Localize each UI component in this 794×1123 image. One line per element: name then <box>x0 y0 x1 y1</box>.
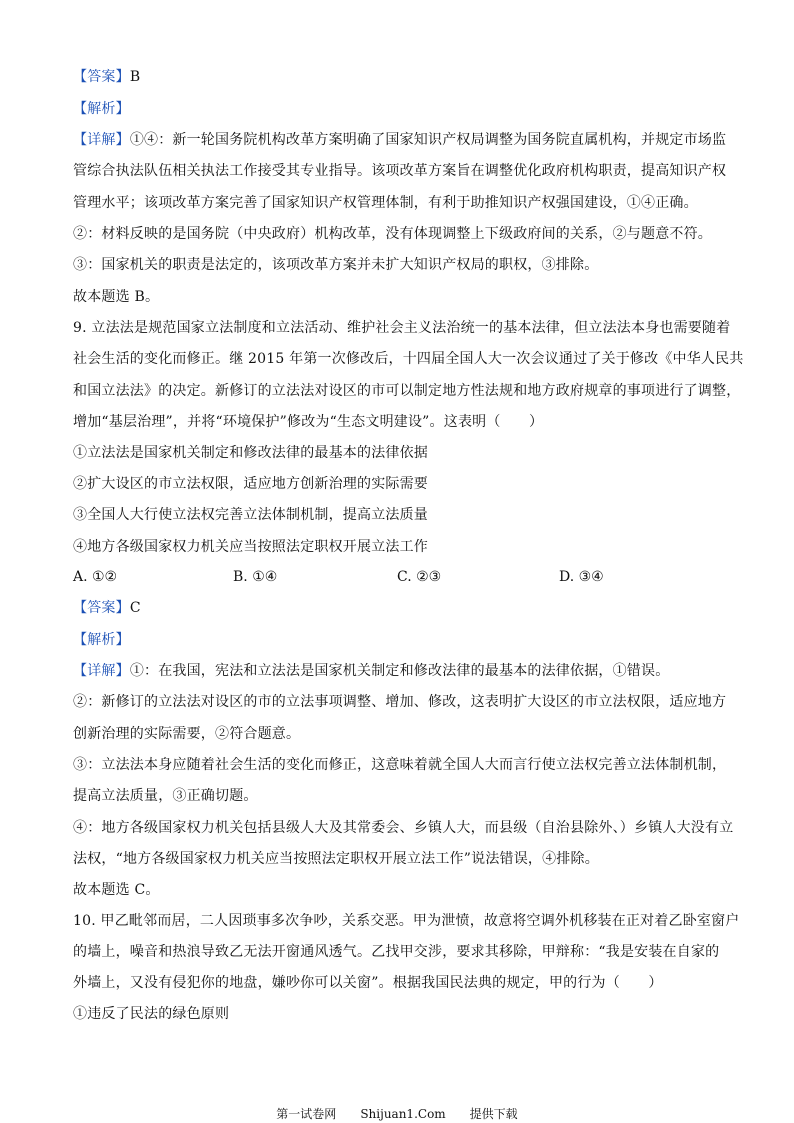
q8-conclusion: 故本题选 B。 <box>73 289 160 305</box>
q9-stem-line: 社会生活的变化而修正。继 2015 年第一次修改后，十四届全国人大一次会议通过了关于修改《中华人民共 <box>73 351 744 367</box>
q9-analysis-line: 提高立法质量，③正确切题。 <box>73 788 258 804</box>
q9-analysis-tag: 【解析】 <box>73 632 130 648</box>
q8-analysis-line: ②：材料反映的是国务院（中央政府）机构改革，没有体现调整上下级政府间的关系，②与题意不符。 <box>73 226 712 242</box>
q9-stem-line: 9. 立法法是规范国家立法制度和立法活动、维护社会主义法治统一的基本法律，但立法法本身也需要随着 <box>73 320 731 336</box>
q9-option-c: C. ②③ <box>397 569 442 585</box>
q9-option-b: B. ①④ <box>233 569 278 585</box>
q8-analysis-line: ③：国家机关的职责是法定的，该项改革方案并未扩大知识产权局的职权，③排除。 <box>73 257 599 273</box>
q8-analysis-tag: 【解析】 <box>73 101 130 117</box>
q8-analysis-heading <box>73 100 733 118</box>
q8-answer-tag: 【答案】 <box>73 69 130 85</box>
q9-analysis-line: 创新治理的实际需要，②符合题意。 <box>73 726 301 742</box>
q8-detail-line <box>73 131 733 149</box>
q9-stem-line: 增加“基层治理”，并将“环境保护”修改为“生态文明建设”。这表明（ ） <box>73 414 544 430</box>
footer-domain[interactable]: Shijuan1.Com <box>360 1107 446 1121</box>
q10-stem-line: 外墙上，又没有侵犯你的地盘，嫌吵你可以关窗”。根据我国民法典的规定，甲的行为（ ） <box>73 975 663 991</box>
page-footer <box>0 1107 794 1121</box>
q9-statement: ①立法法是国家机关制定和修改法律的最基本的法律依据 <box>73 445 428 461</box>
q10-stem-line: 10. 甲乙毗邻而居，二人因琐事多次争吵，关系交恶。甲为泄愤，故意将空调外机移装在正对着乙卧室窗户 <box>73 913 740 929</box>
q8-detail-tag: 【详解】 <box>73 132 130 148</box>
footer-action: 提供下载 <box>469 1107 518 1121</box>
q9-statement: ②扩大设区的市立法权限，适应地方创新治理的实际需要 <box>73 476 428 492</box>
q9-analysis-heading <box>73 631 733 649</box>
q8-detail-text: ①④：新一轮国务院机构改革方案明确了国家知识产权局调整为国务院直属机构，并规定市场监 <box>129 132 727 148</box>
q9-statement: ④地方各级国家权力机关应当按照法定职权开展立法工作 <box>73 539 428 555</box>
q9-answer-tag: 【答案】 <box>73 600 130 616</box>
q10-statement: ①违反了民法的绿色原则 <box>73 1006 230 1022</box>
q9-detail-tag: 【详解】 <box>73 663 130 679</box>
footer-site: 第一试卷网 <box>276 1107 337 1121</box>
q9-analysis-line: 法权，“地方各级国家权力机关应当按照法定职权开展立法工作”说法错误，④排除。 <box>73 851 599 867</box>
q9-detail-text: ①：在我国，宪法和立法法是国家机关制定和修改法律的最基本的法律依据，①错误。 <box>129 663 670 679</box>
q9-option-d: D. ③④ <box>559 569 604 585</box>
q9-analysis-line: ③：立法法本身应随着社会生活的变化而修正，这意味着就全国人大而言行使立法权完善立法体制机制， <box>73 757 727 773</box>
q9-conclusion: 故本题选 C。 <box>73 882 160 898</box>
q9-stem-line: 和国立法法》的决定。新修订的立法法对设区的市可以制定地方性法规和地方政府规章的事项进行了调整， <box>73 383 741 399</box>
q9-detail-line <box>73 662 733 680</box>
q8-answer <box>73 68 733 86</box>
q9-answer-value: C <box>129 600 141 616</box>
q8-answer-value: B <box>129 69 141 85</box>
q8-analysis-line: 管理水平；该项改革方案完善了国家知识产权管理体制，有利于助推知识产权强国建设，①④正确。 <box>73 195 698 211</box>
q8-analysis-line: 管综合执法队伍相关执法工作接受其专业指导。该项改革方案旨在调整优化政府机构职责，提高知识产权 <box>73 163 727 179</box>
q9-analysis-line: ②：新修订的立法法对设区的市的立法事项调整、增加、修改，这表明扩大设区的市立法权限，适应地方 <box>73 694 727 710</box>
q9-answer <box>73 599 733 617</box>
q9-statement: ③全国人大行使立法权完善立法体制机制，提高立法质量 <box>73 507 428 523</box>
q10-stem-line: 的墙上，噪音和热浪导致乙无法开窗通风透气。乙找甲交涉，要求其移除，甲辩称：“我是安装在自家的 <box>73 944 720 960</box>
q9-option-a: A. ①② <box>73 569 118 585</box>
q9-analysis-line: ④：地方各级国家权力机关包括县级人大及其常委会、乡镇人大，而县级（自治县除外、）乡镇人大没有立 <box>73 820 734 836</box>
